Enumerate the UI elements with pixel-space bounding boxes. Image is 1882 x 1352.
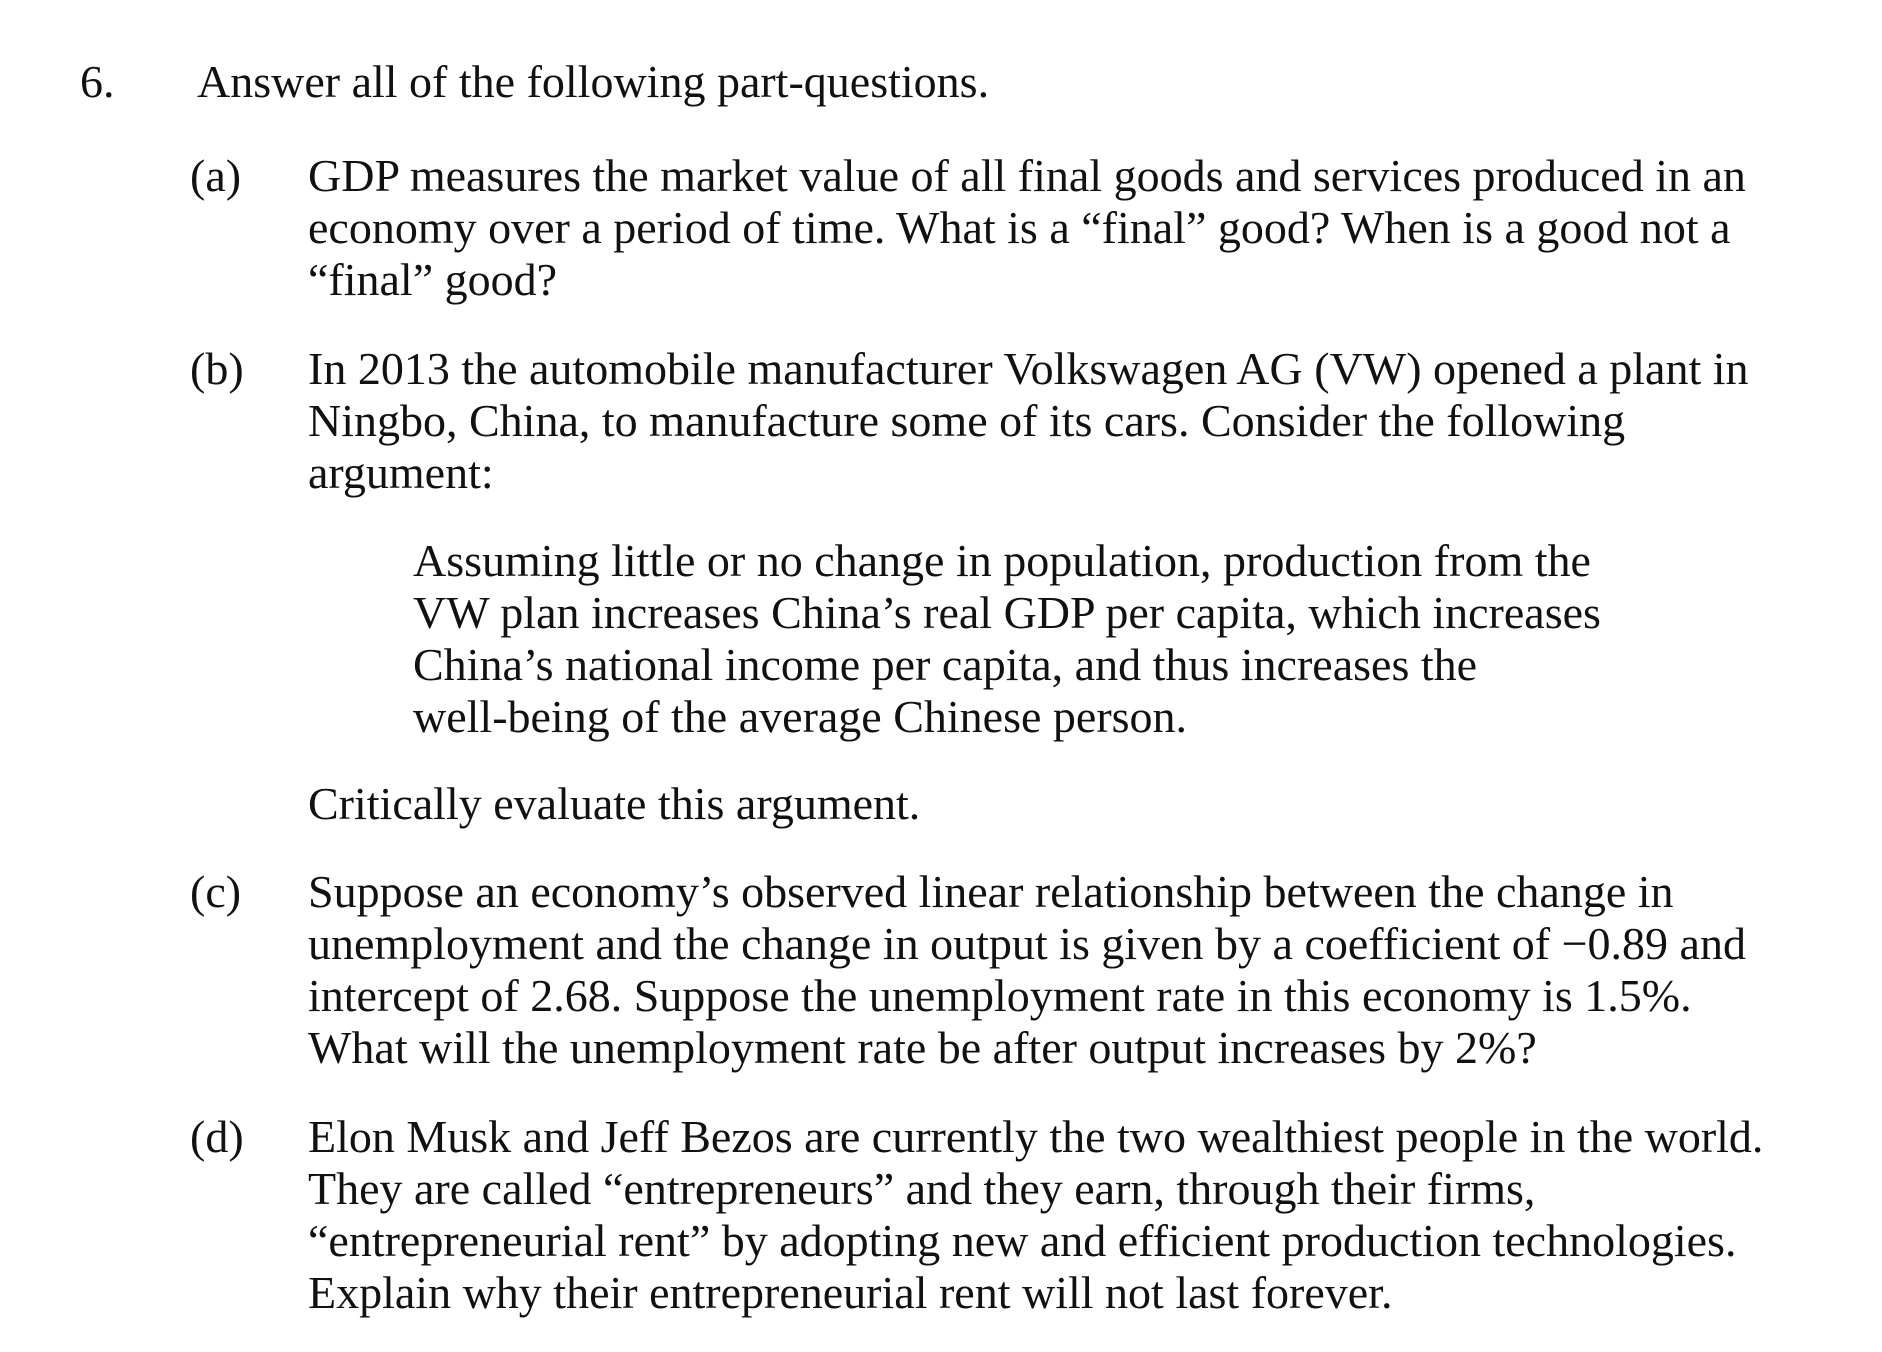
text-line: GDP measures the market value of all final goods and services produced in an <box>308 150 1746 201</box>
text-line: “final” good? <box>308 254 558 305</box>
part-b-text <box>308 343 1768 499</box>
text-line: economy over a period of time. What is a “final” good? When is a good not a <box>308 202 1731 253</box>
part-a-text <box>308 150 1768 306</box>
part-c-text <box>308 866 1768 1074</box>
part-b-quoted-argument <box>413 535 1613 743</box>
text-line: Elon Musk and Jeff Bezos are currently the two wealthiest people in the world. <box>308 1111 1764 1162</box>
part-b-label: (b) <box>190 343 244 394</box>
question-number: 6. <box>80 56 115 107</box>
text-line: unemployment and the change in output is given by a coefficient of −0.89 and <box>308 918 1746 969</box>
text-line: What will the unemployment rate be after output increases by 2%? <box>308 1022 1537 1073</box>
question-intro: Answer all of the following part-questions. <box>197 56 990 107</box>
quote-line: well-being of the average Chinese person. <box>413 691 1188 742</box>
quote-line: Assuming little or no change in population, production from the <box>413 535 1591 586</box>
part-b-closing: Critically evaluate this argument. <box>308 778 921 829</box>
text-line: Ningbo, China, to manufacture some of its cars. Consider the following <box>308 395 1626 446</box>
text-line: In 2013 the automobile manufacturer Volkswagen AG (VW) opened a plant in <box>308 343 1749 394</box>
text-line: Explain why their entrepreneurial rent will not last forever. <box>308 1267 1393 1318</box>
quote-line: China’s national income per capita, and thus increases the <box>413 639 1478 690</box>
part-a-label: (a) <box>190 150 242 201</box>
text-line: They are called “entrepreneurs” and they earn, through their firms, <box>308 1163 1536 1214</box>
text-line: “entrepreneurial rent” by adopting new and efficient production technologies. <box>308 1215 1737 1266</box>
part-d-text <box>308 1111 1768 1319</box>
part-c-label: (c) <box>190 866 242 917</box>
part-d-label: (d) <box>190 1111 244 1162</box>
text-line: intercept of 2.68. Suppose the unemployment rate in this economy is 1.5%. <box>308 970 1692 1021</box>
text-line: argument: <box>308 447 494 498</box>
text-line: Suppose an economy’s observed linear relationship between the change in <box>308 866 1674 917</box>
quote-line: VW plan increases China’s real GDP per capita, which increases <box>413 587 1601 638</box>
